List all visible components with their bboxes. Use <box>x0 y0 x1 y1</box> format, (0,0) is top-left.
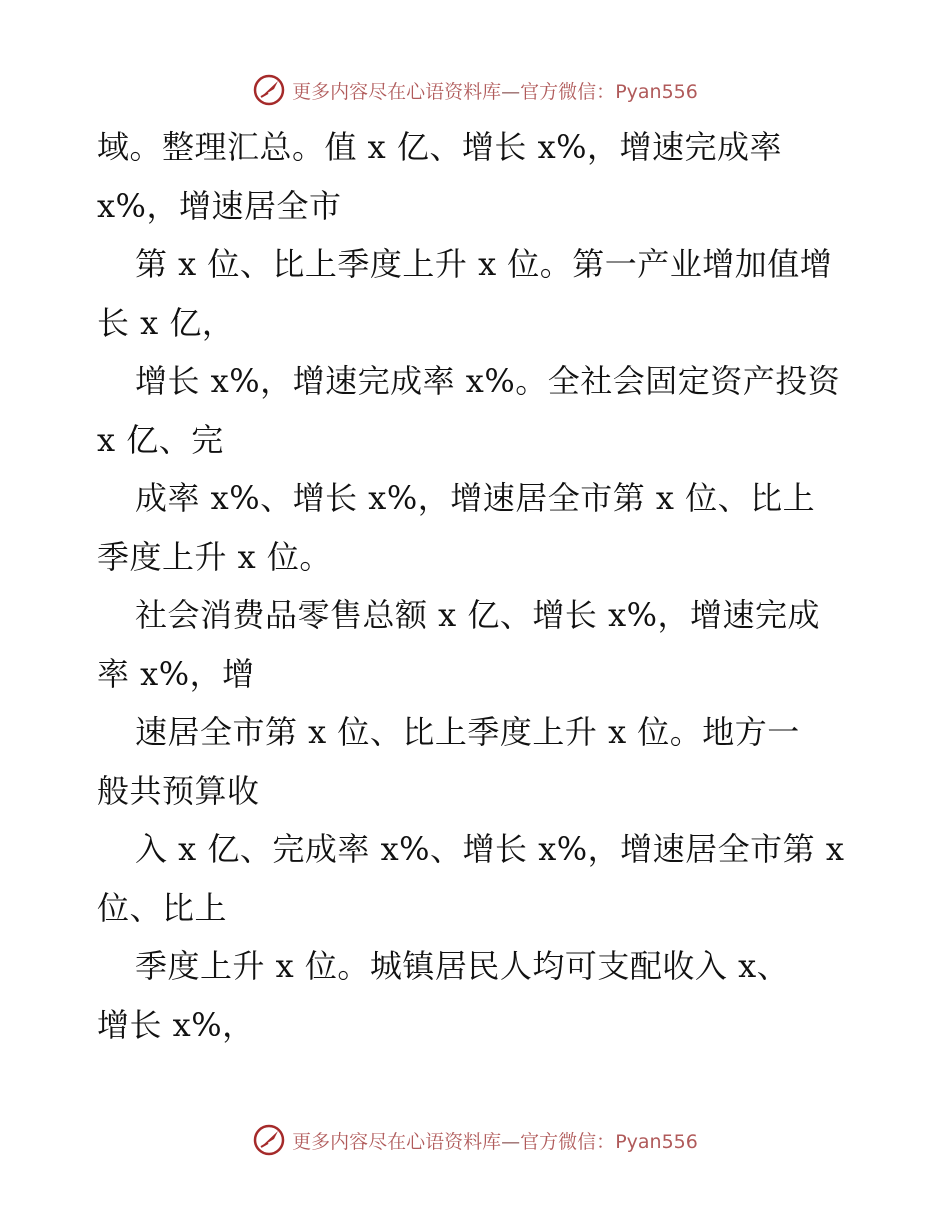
header-watermark-banner <box>0 70 950 110</box>
paragraph-line: 增长 x%，增速完成率 x%。全社会固定资产投资 <box>135 362 841 400</box>
paragraph-line: 率 x%，增 <box>97 654 255 693</box>
footer-watermark-banner <box>0 1120 950 1160</box>
paragraph-line: 增长 x%， <box>97 1005 255 1044</box>
quill-logo-icon <box>252 73 286 107</box>
paragraph-line: 季度上升 x 位。 <box>97 537 332 576</box>
paragraph-line: 域。整理汇总。值 x 亿、增长 x%，增速完成率 <box>97 128 783 166</box>
paragraph-line: 季度上升 x 位。城镇居民人均可支配收入 x、 <box>135 947 790 985</box>
paragraph-line: 第 x 位、比上季度上升 x 位。第一产业增加值增 <box>135 245 833 283</box>
paragraph-line: 位、比上 <box>97 888 228 927</box>
watermark-main: 更多内容尽在心语资料库 <box>292 80 502 103</box>
watermark-wechat-label: 官方微信： <box>520 1130 616 1153</box>
paragraph-line: 社会消费品零售总额 x 亿、增长 x%，增速完成 <box>135 596 821 634</box>
paragraph-line: 成率 x%、增长 x%，增速居全市第 x 位、比上 <box>135 479 816 517</box>
watermark-wechat-id: Pyan556 <box>615 80 698 103</box>
document-body <box>97 118 867 1054</box>
paragraph-line: 入 x 亿、完成率 x%、增长 x%，增速居全市第 x <box>135 830 845 868</box>
paragraph-line: x 亿、完 <box>97 420 224 459</box>
watermark-separator: — <box>501 80 521 103</box>
watermark-separator: — <box>501 1130 521 1153</box>
watermark-wechat-label: 官方微信： <box>520 80 616 103</box>
paragraph-line: 速居全市第 x 位、比上季度上升 x 位。地方一 <box>135 713 800 751</box>
watermark-text <box>292 1127 698 1154</box>
watermark-main: 更多内容尽在心语资料库 <box>292 1130 502 1153</box>
paragraph-line: 长 x 亿， <box>97 303 235 342</box>
quill-logo-icon <box>252 1123 286 1157</box>
watermark-text <box>292 77 698 104</box>
paragraph-line: x%，增速居全市 <box>97 186 342 225</box>
paragraph-line: 般共预算收 <box>97 771 260 810</box>
watermark-wechat-id: Pyan556 <box>615 1130 698 1153</box>
